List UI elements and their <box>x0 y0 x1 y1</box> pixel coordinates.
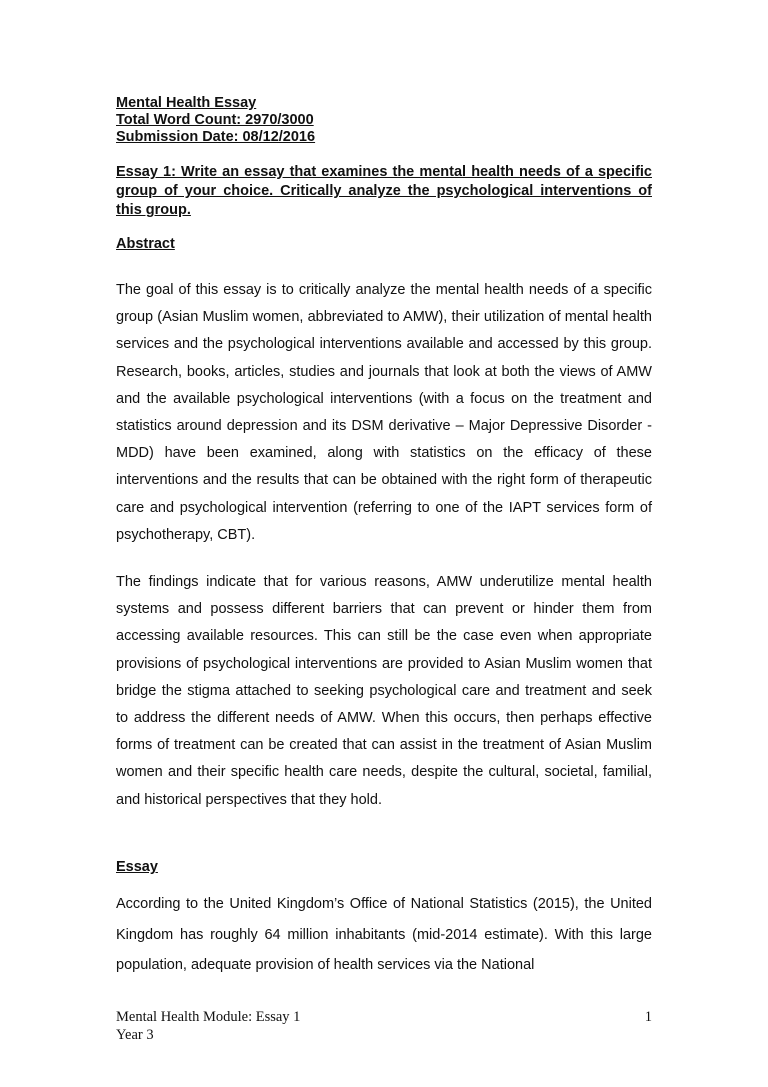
footer-year: Year 3 <box>116 1027 154 1043</box>
page-footer <box>116 1008 652 1044</box>
submission-date: Submission Date: 08/12/2016 <box>116 129 316 145</box>
footer-module: Mental Health Module: Essay 1 <box>116 1009 301 1025</box>
abstract-paragraph-1: The goal of this essay is to critically analyze the mental health needs of a specific group (Asian Muslim women, abbreviated to AMW), their utilization of mental health services and the psychological interventions available and accessed by this group. Research, books, articles, studies and journals that look at both the views of AMW and the available psychological interventions (with a focus on the treatment and statistics around depression and its DSM derivative – Major Depressive Disorder - MDD) have been examined, along with statistics on the efficacy of these interventions and the results that can be obtained with the right form of therapeutic care and psychological intervention (referring to one of the IAPT services form of psychotherapy, CBT). <box>116 282 652 543</box>
essay-heading: Essay <box>116 859 158 875</box>
abstract-heading: Abstract <box>116 236 175 252</box>
essay-paragraph-1: According to the United Kingdom’s Office of National Statistics (2015), the United Kingdom has roughly 64 million inhabitants (mid-2014 estimate). With this large population, adequate provision of health services via the National <box>116 896 652 973</box>
document-page <box>116 0 652 1087</box>
abstract-paragraph-2: The findings indicate that for various reasons, AMW underutilize mental health systems and possess different barriers that can prevent or hinder them from accessing available resources. This can still be the case even when appropriate provisions of psychological interventions are provided to Asian Muslim women that bridge the stigma attached to seeking psychological care and treatment and seek to address the different needs of AMW. When this occurs, then perhaps effective forms of treatment can be created that can assist in the treatment of Asian Muslim women and their specific health care needs, despite the cultural, societal, familial, and historical perspectives that they hold. <box>116 574 652 808</box>
page-number: 1 <box>644 1009 652 1025</box>
essay-title: Mental Health Essay <box>116 95 257 111</box>
word-count: Total Word Count: 2970/3000 <box>116 112 314 128</box>
essay-header <box>116 95 652 146</box>
essay-question: Essay 1: Write an essay that examines the mental health needs of a specific group of your choice. Critically analyze the psychological interventions of this group. <box>116 164 652 218</box>
